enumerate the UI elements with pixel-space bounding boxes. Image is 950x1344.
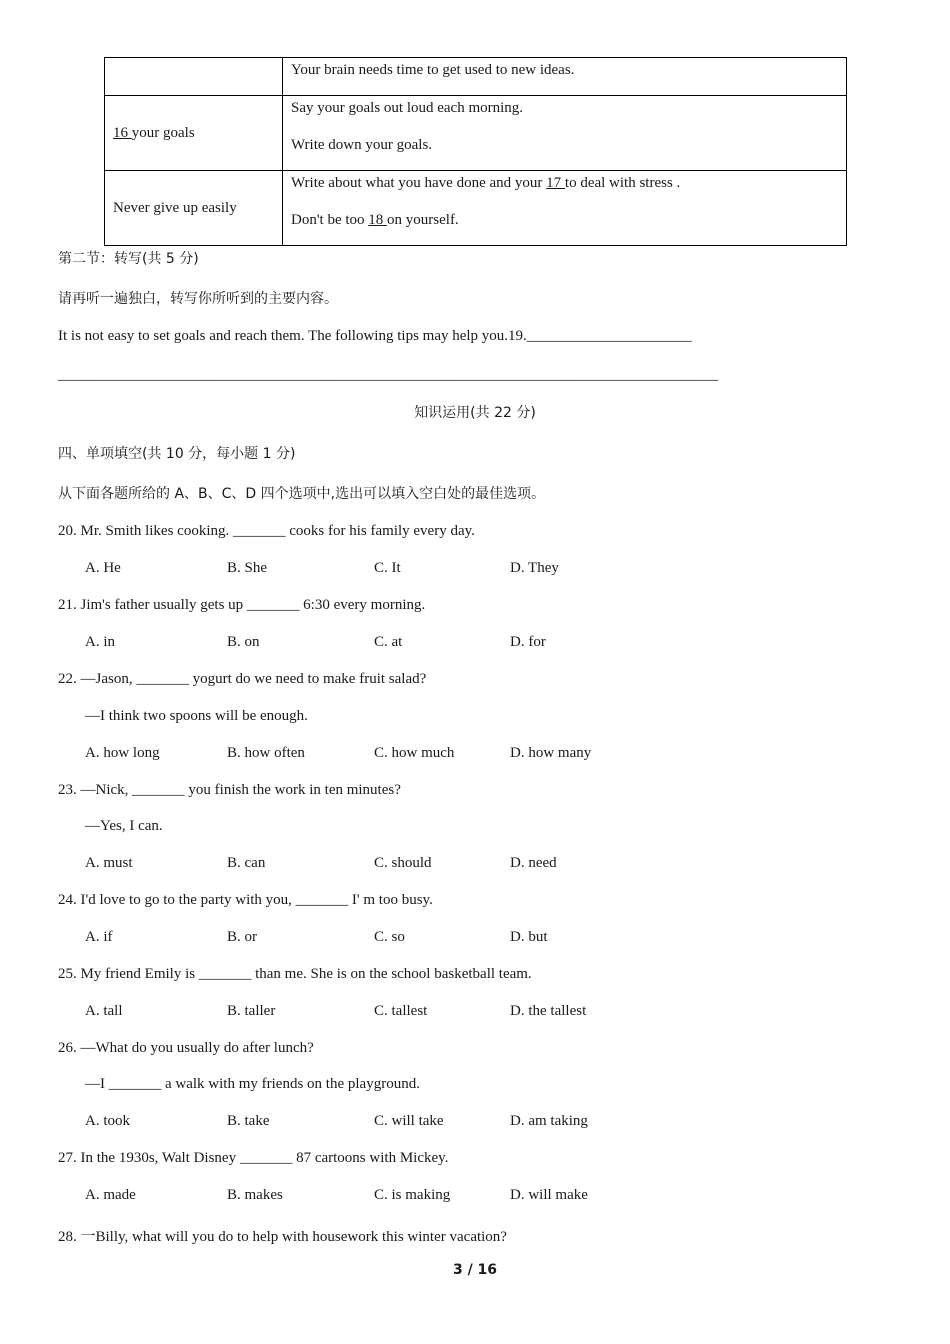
question-stem: 21. Jim's father usually gets up _______ 6:30 every morning. [58,597,426,613]
tip-line [291,208,838,245]
question-stem: 27. In the 1930s, Walt Disney _______ 87 cartoons with Mickey. [58,1150,449,1166]
question-stem: 28. 一Billy, what will you do to help with housework this winter vacation? [58,1229,507,1245]
section2-heading: 第二节：转写(共 5 分) [58,251,199,267]
option-d: D. for [510,634,546,650]
table-row [105,171,847,246]
answer-line: ________________________________________________________________________________________ [58,367,718,383]
option-a: A. took [85,1113,130,1129]
option-c: C. It [374,560,401,576]
page-number: 3 / 16 [452,1262,498,1278]
tip-text: on yourself. [387,212,459,228]
blank-18: 18 [368,212,388,228]
option-d: D. will make [510,1187,588,1203]
option-a: A. if [85,929,113,945]
option-c: C. at [374,634,403,650]
option-c: C. how much [374,745,455,761]
question-response: —I _______ a walk with my friends on the playground. [85,1076,420,1092]
table-row [105,58,847,96]
option-a: A. in [85,634,115,650]
goal-text: your goals [131,124,195,141]
table-cell-left [105,96,283,171]
question-stem: 26. —What do you usually do after lunch? [58,1040,314,1056]
table-row [105,96,847,171]
question-stem: 22. —Jason, _______ yogurt do we need to make fruit salad? [58,671,427,687]
table-cell-left: Never give up easily [105,171,283,246]
question-response: —I think two spoons will be enough. [85,708,308,724]
tip-text: Write about what you have done and your [291,175,547,191]
option-c: C. will take [374,1113,444,1129]
option-a: A. must [85,855,133,871]
question-stem: 25. My friend Emily is _______ than me. She is on the school basketball team. [58,966,532,982]
blank-17: 17 [546,175,565,191]
option-b: B. take [227,1113,270,1129]
tip-line: Say your goals out loud each morning. [291,100,524,116]
option-c: C. tallest [374,1003,428,1019]
table-cell-right [283,171,847,246]
option-c: C. should [374,855,432,871]
table-cell-right [283,96,847,171]
option-d: D. but [510,929,548,945]
option-d: D. the tallest [510,1003,587,1019]
section2-instruction: 请再听一遍独白，转写你所听到的主要内容。 [58,291,338,307]
option-d: D. am taking [510,1113,588,1129]
tip-line: Write down your goals. [291,137,433,153]
option-a: A. tall [85,1003,123,1019]
option-b: B. or [227,929,257,945]
option-b: B. how often [227,745,305,761]
option-a: A. made [85,1187,136,1203]
option-c: C. is making [374,1187,451,1203]
tips-table [104,57,847,246]
question-response: —Yes, I can. [85,818,163,834]
option-b: B. makes [227,1187,283,1203]
option-d: D. need [510,855,557,871]
question-stem: 24. I'd love to go to the party with you, _______ I' m too busy. [58,892,433,908]
option-d: D. how many [510,745,592,761]
tip-line: Your brain needs time to get used to new ideas. [291,62,575,78]
option-c: C. so [374,929,405,945]
option-b: B. She [227,560,268,576]
table-cell-left [105,58,283,96]
option-d: D. They [510,560,559,576]
part4-heading: 四、单项填空(共 10 分，每小题 1 分) [58,446,296,462]
section2-prompt: It is not easy to set goals and reach them. The following tips may help you.19.______________________ [58,328,692,344]
option-a: A. how long [85,745,160,761]
tip-text: to deal with stress . [564,175,681,191]
question-stem: 23. —Nick, _______ you finish the work in ten minutes? [58,782,401,798]
option-b: B. can [227,855,266,871]
tip-text: Don't be too [291,212,369,228]
tip-line [291,171,838,208]
table-cell-right [283,58,847,96]
question-stem: 20. Mr. Smith likes cooking. _______ cooks for his family every day. [58,523,475,539]
knowledge-heading: 知识运用(共 22 分) [414,405,536,421]
blank-16: 16 [113,124,132,141]
option-a: A. He [85,560,121,576]
option-b: B. taller [227,1003,276,1019]
part4-instruction: 从下面各题所给的 A、B、C、D 四个选项中,选出可以填入空白处的最佳选项。 [58,486,546,502]
option-b: B. on [227,634,260,650]
